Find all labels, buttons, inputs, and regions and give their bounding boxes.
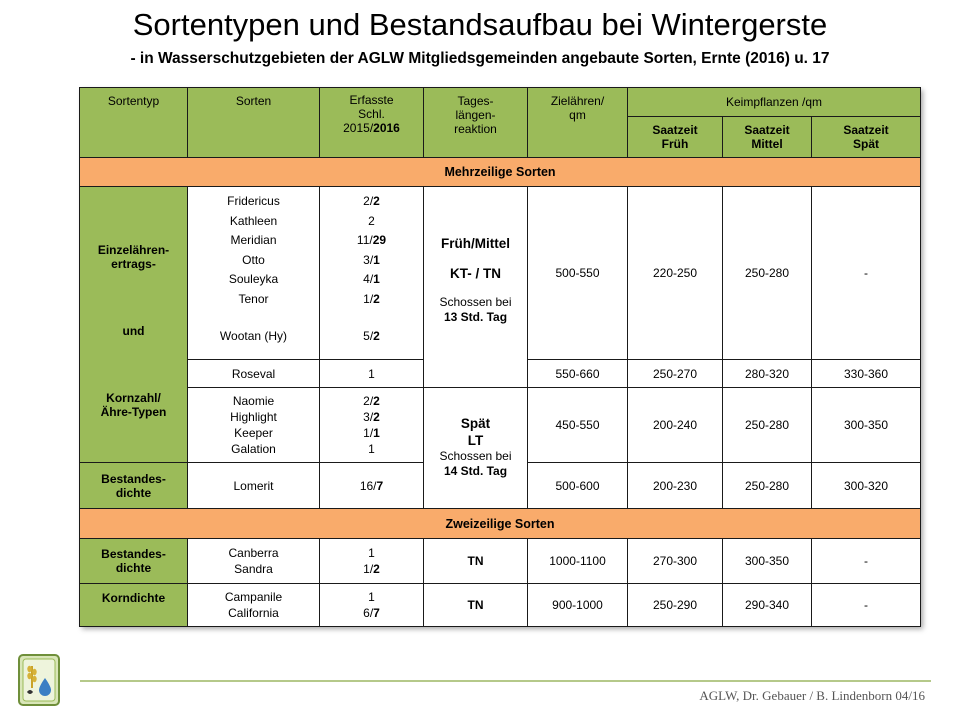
varieties-zweizeilig-bestand-list [188, 545, 319, 577]
zielaehren-group1: 500-550 [528, 187, 628, 360]
spaet-roseval: 330-360 [812, 360, 921, 388]
header-sortentyp: Sortentyp [80, 88, 188, 158]
type-kornzahl-line1: Kornzahl/ [106, 391, 161, 405]
fields-zweizeilig-bestand [320, 539, 424, 584]
tages-group2-note-hours: 14 Std. Tag [443, 464, 508, 478]
field-count-2015: 1/ [363, 426, 374, 440]
varieties-group2-list [188, 393, 319, 457]
field-count-2016: 1 [373, 252, 380, 267]
tages-group1-main: Früh/Mittel [441, 236, 510, 251]
variety-name: Kathleen [229, 213, 278, 228]
field-count [363, 425, 380, 441]
fields-group1-list [320, 192, 423, 347]
field-count [357, 231, 386, 251]
slide-subtitle: - in Wasserschutzgebieten der AGLW Mitgliedsgemeinden angebaute Sorten, Ernte (2016) u. 17 [130, 50, 830, 67]
field-count [363, 409, 380, 425]
type-kornzahl [80, 391, 187, 419]
field-count [363, 270, 380, 290]
field-count [363, 393, 380, 409]
type-bestandes-line2: dichte [115, 561, 152, 575]
field-count-2015: 4/ [363, 272, 374, 286]
field-count-2015: 11/ [356, 233, 373, 247]
header-saatzeit-label: Saatzeit [652, 123, 698, 137]
tages-group1-note: Schossen bei [439, 295, 512, 309]
field-lomerit [320, 463, 424, 509]
tages-group2 [424, 388, 528, 509]
field-count-2016: 2 [373, 291, 380, 306]
field-count-2015: 1 [368, 546, 375, 560]
variety-name: Galation [231, 442, 276, 456]
varieties-zweizeilig-bestand [188, 539, 320, 584]
field-count [368, 589, 375, 605]
zielaehren-group2: 450-550 [528, 388, 628, 463]
type-bestandes-line2: dichte [115, 485, 152, 500]
zielaehren-zweizeilig-bestand: 1000-1100 [528, 539, 628, 584]
header-saatzeit-mittel [723, 117, 812, 158]
variety-table [79, 87, 921, 627]
variety-name: Tenor [238, 291, 269, 306]
zielaehren-zweizeilig-korn: 900-1000 [528, 584, 628, 627]
field-count [363, 561, 380, 577]
fields-group1 [320, 187, 424, 360]
header-erfasste-line2: Schl. [358, 107, 385, 121]
field-count-2015: 1 [368, 590, 375, 604]
variety-roseval: Roseval [188, 360, 320, 388]
header-saatzeit-frueh [628, 117, 723, 158]
field-count-2016: 1 [373, 272, 380, 286]
mittel-zweizeilig-korn: 290-340 [723, 584, 812, 627]
header-erfasste-line1: Erfasste [349, 93, 394, 107]
fields-zweizeilig-korn-list [320, 589, 423, 621]
field-count-2015: 6/ [363, 606, 374, 620]
tages-zweizeilig-korn: TN [424, 584, 528, 627]
field-count-2015: 3/ [363, 410, 374, 424]
tages-group1-note-hours: 13 Std. Tag [443, 310, 508, 324]
type-einzelaehren-line1: Einzelähren- [97, 243, 170, 257]
header-spaet-label: Spät [853, 137, 880, 151]
frueh-lomerit: 200-230 [628, 463, 723, 509]
frueh-group2: 200-240 [628, 388, 723, 463]
varieties-group1 [188, 187, 320, 360]
mittel-zweizeilig-bestand: 300-350 [723, 539, 812, 584]
field-count-2016: 7 [376, 478, 384, 493]
varieties-zweizeilig-korn-list [188, 589, 319, 621]
aglw-logo-icon [18, 654, 60, 706]
type-einzelaehren [80, 243, 187, 271]
header-tageslaengenreaktion [424, 88, 528, 158]
variety-lomerit: Lomerit [188, 463, 320, 509]
footer-credit: AGLW, Dr. Gebauer / B. Lindenborn 04/16 [699, 688, 925, 703]
spaet-lomerit: 300-320 [812, 463, 921, 509]
header-zielaehren [528, 88, 628, 158]
header-tages-line2: längen- [455, 108, 496, 122]
field-count-2016: 7 [373, 606, 380, 620]
field-count [363, 251, 380, 271]
varieties-group1-list [188, 192, 319, 347]
type-einzelaehren-line2: ertrags- [111, 257, 156, 271]
varieties-zweizeilig-korn [188, 584, 320, 627]
section-mehrzeilige-sorten: Mehrzeilige Sorten [80, 158, 921, 187]
slide-title: Sortentypen und Bestandsaufbau bei Wintergerste [132, 7, 828, 42]
header-mittel-label: Mittel [751, 137, 783, 151]
mittel-roseval: 280-320 [723, 360, 812, 388]
zielaehren-roseval: 550-660 [528, 360, 628, 388]
tages-group1-code: KT- / TN [450, 266, 501, 281]
frueh-zweizeilig-korn: 250-290 [628, 584, 723, 627]
header-tages-line3: reaktion [454, 122, 497, 136]
spaet-group1: - [812, 187, 921, 360]
footer-divider [80, 680, 931, 682]
field-count [368, 545, 375, 561]
variety-name: Sandra [234, 562, 273, 576]
variety-name: Meridian [230, 233, 277, 247]
field-count [363, 192, 380, 212]
mittel-lomerit: 250-280 [723, 463, 812, 509]
tages-group1 [424, 187, 528, 388]
field-count-2015: 1/ [363, 291, 374, 306]
section-zweizeilige-sorten: Zweizeilige Sorten [80, 509, 921, 539]
type-bestandesdichte-mehrzeilig [80, 463, 188, 509]
field-count-2016: 2 [373, 194, 380, 208]
variety-name: California [228, 606, 279, 620]
type-label-stack [80, 187, 187, 449]
field-count-2015: 2 [368, 213, 375, 228]
header-saatzeit-spaet [812, 117, 921, 158]
header-zielaehren-line1: Zielähren/ [550, 94, 605, 108]
header-keimpflanzen: Keimpflanzen /qm [628, 88, 921, 117]
variety-name: Souleyka [228, 272, 279, 286]
header-erfasste-year-b: 2016 [373, 121, 400, 135]
mittel-group1: 250-280 [723, 187, 812, 360]
tages-group2-code: LT [467, 433, 484, 448]
header-zielaehren-line2: qm [569, 108, 586, 122]
field-count-2015: 1/ [363, 562, 374, 576]
spaet-group2: 300-350 [812, 388, 921, 463]
field-count-2016: 2 [373, 562, 380, 576]
variety-name: Campanile [224, 590, 283, 604]
field-count-2016: 1 [373, 426, 380, 440]
field-count-2015: 16/ [359, 478, 377, 493]
field-count-2015: 5/ [363, 329, 374, 343]
field-count-2016: 2 [373, 394, 380, 408]
field-count [363, 290, 380, 310]
header-erfasste-line3 [320, 121, 423, 135]
field-count-2016: 2 [373, 329, 380, 343]
varieties-group2 [188, 388, 320, 463]
type-und: und [122, 324, 145, 338]
frueh-roseval: 250-270 [628, 360, 723, 388]
field-count-2015: 3/ [363, 252, 374, 267]
type-kornzahl-line2: Ähre-Typen [100, 405, 167, 419]
field-count [368, 441, 375, 457]
variety-name: Naomie [232, 394, 275, 408]
type-korndichte: Korndichte [80, 584, 188, 627]
header-tages-line1: Tages- [457, 94, 494, 108]
field-count-2015: 2/ [363, 394, 374, 408]
field-count-2015: 1 [368, 442, 375, 456]
variety-name: Otto [242, 252, 265, 267]
frueh-group1: 220-250 [628, 187, 723, 360]
fields-group2-list [320, 393, 423, 457]
mittel-group2: 250-280 [723, 388, 812, 463]
tages-group2-note: Schossen bei [439, 449, 512, 463]
header-erfasste [320, 88, 424, 158]
fields-group2 [320, 388, 424, 463]
type-bestandesdichte-zweizeilig [80, 539, 188, 584]
tages-zweizeilig-bestand: TN [424, 539, 528, 584]
variety-name: Wootan (Hy) [219, 329, 288, 343]
header-erfasste-year-a: 2015/ [343, 121, 374, 135]
tages-group2-main: Spät [460, 416, 491, 431]
field-count [363, 605, 380, 621]
field-count [368, 212, 375, 232]
spaet-zweizeilig-korn: - [812, 584, 921, 627]
header-saatzeit-label: Saatzeit [843, 123, 889, 137]
field-count-2016: 29 [372, 233, 387, 247]
variety-name: Highlight [230, 410, 277, 424]
spaet-zweizeilig-bestand: - [812, 539, 921, 584]
variety-name: Keeper [234, 426, 273, 440]
variety-table-container [79, 87, 920, 626]
header-frueh-label: Früh [661, 137, 689, 151]
fields-zweizeilig-bestand-list [320, 545, 423, 577]
type-bestandes-line1: Bestandes- [101, 471, 166, 486]
header-sorten: Sorten [188, 88, 320, 158]
zielaehren-lomerit: 500-600 [528, 463, 628, 509]
variety-name: Fridericus [227, 194, 280, 208]
header-saatzeit-label: Saatzeit [744, 123, 790, 137]
field-count-2015: 2/ [363, 194, 374, 208]
variety-name: Canberra [228, 546, 279, 560]
type-einzelaehren-kornzahl [80, 187, 188, 463]
field-count [363, 327, 380, 347]
field-count-2016: 2 [373, 410, 380, 424]
type-bestandes-line1: Bestandes- [101, 547, 166, 561]
field-roseval: 1 [320, 360, 424, 388]
frueh-zweizeilig-bestand: 270-300 [628, 539, 723, 584]
fields-zweizeilig-korn [320, 584, 424, 627]
